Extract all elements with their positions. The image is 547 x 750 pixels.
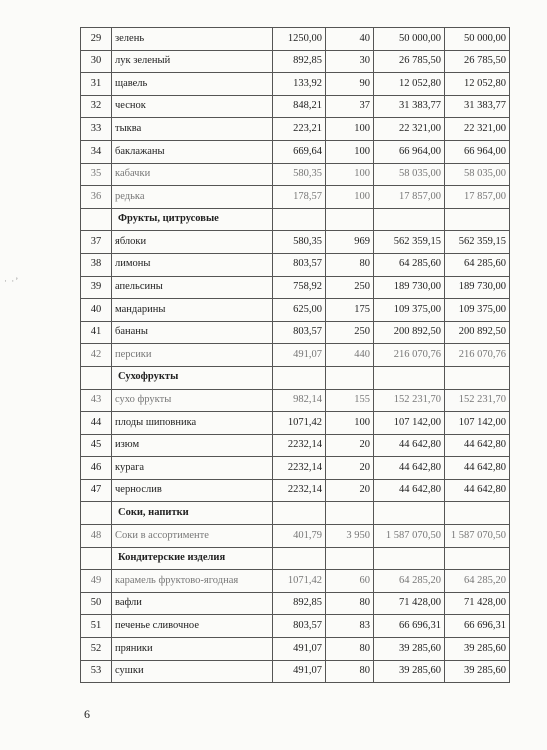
sum-amount: 66 964,00 [374,140,445,163]
sum-amount: 152 231,70 [374,389,445,412]
empty-cell [326,547,374,570]
unit-price: 178,57 [273,186,326,209]
unit-price: 1071,42 [273,570,326,593]
total-amount: 71 428,00 [445,592,510,615]
row-number: 37 [81,231,112,254]
table-row [81,140,510,163]
goods-table-body [81,28,510,683]
row-number: 30 [81,50,112,73]
quantity: 440 [326,344,374,367]
unit-price: 803,57 [273,615,326,638]
quantity: 250 [326,321,374,344]
section-title: Соки, напитки [112,502,273,525]
row-number: 38 [81,253,112,276]
section-header-row [81,366,510,389]
row-number: 34 [81,140,112,163]
total-amount: 64 285,60 [445,253,510,276]
item-name: лимоны [112,253,273,276]
quantity: 80 [326,660,374,683]
empty-cell [374,547,445,570]
section-header-row [81,502,510,525]
row-number: 49 [81,570,112,593]
row-number: 31 [81,73,112,96]
sum-amount: 31 383,77 [374,95,445,118]
sum-amount: 109 375,00 [374,299,445,322]
table-row [81,231,510,254]
total-amount: 66 964,00 [445,140,510,163]
row-number: 48 [81,525,112,548]
empty-cell [81,547,112,570]
item-name: сухо фрукты [112,389,273,412]
row-number: 41 [81,321,112,344]
unit-price: 892,85 [273,50,326,73]
item-name: редька [112,186,273,209]
stray-marks: · ·’ [4,276,20,286]
item-name: персики [112,344,273,367]
sum-amount: 1 587 070,50 [374,525,445,548]
row-number: 52 [81,638,112,661]
unit-price: 625,00 [273,299,326,322]
unit-price: 892,85 [273,592,326,615]
quantity: 3 950 [326,525,374,548]
empty-cell [273,366,326,389]
item-name: чеснок [112,95,273,118]
quantity: 80 [326,253,374,276]
item-name: лук зеленый [112,50,273,73]
row-number: 50 [81,592,112,615]
total-amount: 1 587 070,50 [445,525,510,548]
unit-price: 2232,14 [273,479,326,502]
empty-cell [445,208,510,231]
sum-amount: 562 359,15 [374,231,445,254]
quantity: 37 [326,95,374,118]
unit-price: 758,92 [273,276,326,299]
quantity: 90 [326,73,374,96]
sum-amount: 216 070,76 [374,344,445,367]
total-amount: 44 642,80 [445,434,510,457]
total-amount: 107 142,00 [445,412,510,435]
total-amount: 39 285,60 [445,638,510,661]
total-amount: 50 000,00 [445,28,510,51]
total-amount: 39 285,60 [445,660,510,683]
empty-cell [445,547,510,570]
sum-amount: 44 642,80 [374,457,445,480]
sum-amount: 64 285,60 [374,253,445,276]
total-amount: 31 383,77 [445,95,510,118]
quantity: 80 [326,592,374,615]
unit-price: 580,35 [273,231,326,254]
sum-amount: 22 321,00 [374,118,445,141]
section-header-row [81,547,510,570]
quantity: 175 [326,299,374,322]
sum-amount: 39 285,60 [374,660,445,683]
row-number: 51 [81,615,112,638]
total-amount: 12 052,80 [445,73,510,96]
table-row [81,615,510,638]
sum-amount: 189 730,00 [374,276,445,299]
row-number: 43 [81,389,112,412]
quantity: 100 [326,163,374,186]
section-title: Сухофрукты [112,366,273,389]
table-row [81,50,510,73]
table-row [81,412,510,435]
quantity: 20 [326,479,374,502]
row-number: 42 [81,344,112,367]
item-name: щавель [112,73,273,96]
total-amount: 216 070,76 [445,344,510,367]
item-name: курага [112,457,273,480]
total-amount: 17 857,00 [445,186,510,209]
table-row [81,592,510,615]
quantity: 20 [326,457,374,480]
table-row [81,95,510,118]
total-amount: 44 642,80 [445,479,510,502]
table-row [81,660,510,683]
total-amount: 189 730,00 [445,276,510,299]
quantity: 20 [326,434,374,457]
table-row [81,28,510,51]
row-number: 40 [81,299,112,322]
quantity: 100 [326,186,374,209]
sum-amount: 44 642,80 [374,434,445,457]
empty-cell [374,366,445,389]
unit-price: 580,35 [273,163,326,186]
row-number: 32 [81,95,112,118]
sum-amount: 66 696,31 [374,615,445,638]
quantity: 250 [326,276,374,299]
sum-amount: 44 642,80 [374,479,445,502]
section-title: Фрукты, цитрусовые [112,208,273,231]
item-name: бананы [112,321,273,344]
table-row [81,638,510,661]
item-name: печенье сливочное [112,615,273,638]
item-name: сушки [112,660,273,683]
item-name: кабачки [112,163,273,186]
empty-cell [445,502,510,525]
sum-amount: 26 785,50 [374,50,445,73]
sum-amount: 17 857,00 [374,186,445,209]
table-row [81,434,510,457]
total-amount: 58 035,00 [445,163,510,186]
item-name: плоды шиповника [112,412,273,435]
item-name: баклажаны [112,140,273,163]
empty-cell [445,366,510,389]
table-row [81,457,510,480]
row-number: 47 [81,479,112,502]
unit-price: 848,21 [273,95,326,118]
row-number: 46 [81,457,112,480]
unit-price: 491,07 [273,638,326,661]
quantity: 40 [326,28,374,51]
sum-amount: 200 892,50 [374,321,445,344]
unit-price: 982,14 [273,389,326,412]
table-row [81,389,510,412]
empty-cell [374,502,445,525]
empty-cell [273,208,326,231]
sum-amount: 39 285,60 [374,638,445,661]
empty-cell [326,208,374,231]
empty-cell [326,502,374,525]
empty-cell [273,547,326,570]
table-row [81,321,510,344]
quantity: 100 [326,412,374,435]
item-name: пряники [112,638,273,661]
unit-price: 2232,14 [273,457,326,480]
total-amount: 22 321,00 [445,118,510,141]
empty-cell [374,208,445,231]
item-name: вафли [112,592,273,615]
table-row [81,570,510,593]
sum-amount: 107 142,00 [374,412,445,435]
unit-price: 133,92 [273,73,326,96]
item-name: чернослив [112,479,273,502]
sum-amount: 58 035,00 [374,163,445,186]
unit-price: 1250,00 [273,28,326,51]
sum-amount: 64 285,20 [374,570,445,593]
quantity: 60 [326,570,374,593]
section-header-row [81,208,510,231]
table-row [81,299,510,322]
section-title: Кондитерские изделия [112,547,273,570]
unit-price: 1071,42 [273,412,326,435]
unit-price: 491,07 [273,344,326,367]
unit-price: 669,64 [273,140,326,163]
quantity: 30 [326,50,374,73]
row-number: 35 [81,163,112,186]
row-number: 45 [81,434,112,457]
total-amount: 64 285,20 [445,570,510,593]
item-name: Соки в ассортименте [112,525,273,548]
quantity: 100 [326,140,374,163]
unit-price: 491,07 [273,660,326,683]
item-name: карамель фруктово-ягодная [112,570,273,593]
table-row [81,186,510,209]
row-number: 44 [81,412,112,435]
total-amount: 26 785,50 [445,50,510,73]
sum-amount: 12 052,80 [374,73,445,96]
unit-price: 223,21 [273,118,326,141]
item-name: изюм [112,434,273,457]
row-number: 33 [81,118,112,141]
empty-cell [81,366,112,389]
table-row [81,253,510,276]
quantity: 155 [326,389,374,412]
table-row [81,479,510,502]
page-number: 6 [84,707,90,721]
table-row [81,73,510,96]
sum-amount: 71 428,00 [374,592,445,615]
goods-table [80,27,510,683]
unit-price: 803,57 [273,253,326,276]
total-amount: 44 642,80 [445,457,510,480]
table-row [81,344,510,367]
item-name: мандарины [112,299,273,322]
quantity: 969 [326,231,374,254]
row-number: 53 [81,660,112,683]
table-row [81,525,510,548]
item-name: яблоки [112,231,273,254]
empty-cell [273,502,326,525]
quantity: 83 [326,615,374,638]
item-name: зелень [112,28,273,51]
empty-cell [81,502,112,525]
total-amount: 66 696,31 [445,615,510,638]
unit-price: 401,79 [273,525,326,548]
item-name: апельсины [112,276,273,299]
empty-cell [81,208,112,231]
table-row [81,276,510,299]
total-amount: 562 359,15 [445,231,510,254]
row-number: 39 [81,276,112,299]
total-amount: 200 892,50 [445,321,510,344]
table-row [81,163,510,186]
empty-cell [326,366,374,389]
total-amount: 109 375,00 [445,299,510,322]
sum-amount: 50 000,00 [374,28,445,51]
unit-price: 803,57 [273,321,326,344]
item-name: тыква [112,118,273,141]
total-amount: 152 231,70 [445,389,510,412]
unit-price: 2232,14 [273,434,326,457]
row-number: 29 [81,28,112,51]
quantity: 80 [326,638,374,661]
quantity: 100 [326,118,374,141]
row-number: 36 [81,186,112,209]
table-row [81,118,510,141]
